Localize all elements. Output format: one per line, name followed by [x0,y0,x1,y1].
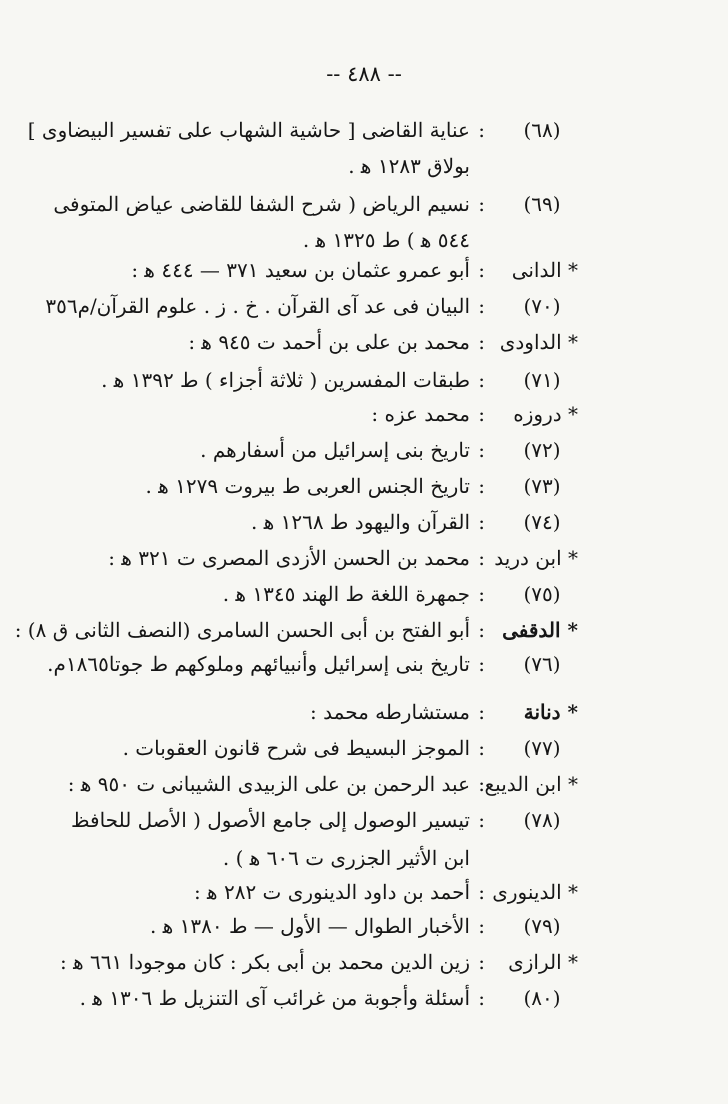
author-details: أبو عمرو عثمان بن سعيد ٣٧١ — ٤٤٤ ﻫ : [131,258,470,282]
entry-number: (٦٨) [523,118,561,142]
entry-number: (٧١) [523,368,561,392]
author-details: مستشارطه محمد : [310,700,470,724]
entry-74: (٧٤) : القرآن واليهود ط ١٢٦٨ ﻫ . [0,504,728,540]
entry-text: القرآن واليهود ط ١٢٦٨ ﻫ . [250,510,470,534]
entry-number: (٧٣) [523,474,561,498]
page-number: -- ٤٨٨ -- [326,62,402,86]
entry-text: تاريخ الجنس العربى ط بيروت ١٢٧٩ ﻫ . [145,474,470,498]
author-details: زين الدين محمد بن أبى بكر : كان موجودا ٦٦١ ﻫ : [60,950,470,974]
entry-68: (٦٨) : عناية القاضى [ حاشية الشهاب على تفسير البيضاوى ] [0,112,728,148]
author-details: محمد عزه : [371,402,470,426]
author-danana: * دنانة : مستشارطه محمد : [0,694,728,730]
entry-continuation: ابن الأثير الجزرى ت ٦٠٦ ﻫ ) . [222,846,470,870]
author-aldinawari: * الدينورى : أحمد بن داود الدينورى ت ٢٨٢ ﻫ : [0,874,728,910]
entry-text: أسئلة وأجوبة من غرائب آى التنزيل ط ١٣٠٦ ﻫ . [79,986,470,1010]
author-ibn-aldaybaa: * ابن الديبع : عبد الرحمن بن على الزبيدى الشيبانى ت ٩٥٠ ﻫ : [0,766,728,802]
entry-continuation: ٥٤٤ ﻫ ) ط ١٣٢٥ ﻫ . [302,228,470,252]
entry-70: (٧٠) : البيان فى عد آى القرآن . خ . ز . علوم القرآن/م٣٥٦ [0,288,728,324]
entry-number: (٧٢) [523,438,561,462]
entry-78-continuation [0,840,728,876]
entry-77: (٧٧) : الموجز البسيط فى شرح قانون العقوبات . [0,730,728,766]
entry-number: (٧٩) [523,914,561,938]
author-name: * الدينورى [492,880,578,904]
entry-number: (٧٤) [523,510,561,534]
author-name: * الرازى [508,950,578,974]
entry-73: (٧٣) : تاريخ الجنس العربى ط بيروت ١٢٧٩ ﻫ . [0,468,728,504]
entry-79: (٧٩) : الأخبار الطوال — الأول — ط ١٣٨٠ ﻫ . [0,908,728,944]
author-alrazi: * الرازى : زين الدين محمد بن أبى بكر : كان موجودا ٦٦١ ﻫ : [0,944,728,980]
entry-text: نسيم الرياض ( شرح الشفا للقاضى عياض المتوفى [53,192,470,216]
entry-number: (٦٩) [523,192,561,216]
author-name: * دنانة [523,700,578,724]
entry-78: (٧٨) : تيسير الوصول إلى جامع الأصول ( الأصل للحافظ [0,802,728,838]
entry-68-continuation [0,148,728,184]
entry-text: البيان فى عد آى القرآن . خ . ز . علوم القرآن/م٣٥٦ [45,294,470,318]
author-details: محمد بن على بن أحمد ت ٩٤٥ ﻫ : [188,330,470,354]
entry-text: تاريخ بنى إسرائيل وأنبيائهم وملوكهم ط جوتا١٨٦٥م. [47,652,470,676]
author-name: * الدقفى [502,618,578,642]
entry-80: (٨٠) : أسئلة وأجوبة من غرائب آى التنزيل ط ١٣٠٦ ﻫ . [0,980,728,1016]
entry-72: (٧٢) : تاريخ بنى إسرائيل من أسفارهم . [0,432,728,468]
author-darwaza: * دروزه : محمد عزه : [0,396,728,432]
author-aldani: * الدانى : أبو عمرو عثمان بن سعيد ٣٧١ — ٤٤٤ ﻫ : [0,252,728,288]
author-aldawudi: * الداودى : محمد بن على بن أحمد ت ٩٤٥ ﻫ : [0,324,728,360]
author-name: * الداودى [499,330,578,354]
entry-71: (٧١) : طبقات المفسرين ( ثلاثة أجزاء ) ط ١٣٩٢ ﻫ . [0,362,728,398]
entry-75: (٧٥) : جمهرة اللغة ط الهند ١٣٤٥ ﻫ . [0,576,728,612]
entry-text: الموجز البسيط فى شرح قانون العقوبات . [122,736,470,760]
entry-text: جمهرة اللغة ط الهند ١٣٤٥ ﻫ . [222,582,470,606]
entry-76: (٧٦) : تاريخ بنى إسرائيل وأنبيائهم وملوكهم ط جوتا١٨٦٥م. [0,646,728,682]
entry-number: (٧٧) [523,736,561,760]
entry-number: (٧٦) [523,652,561,676]
entry-text: تاريخ بنى إسرائيل من أسفارهم . [200,438,470,462]
author-details: عبد الرحمن بن على الزبيدى الشيبانى ت ٩٥٠ ﻫ : [67,772,470,796]
author-name: * ابن الديبع [484,772,578,796]
author-details: أبو الفتح بن أبى الحسن السامرى (النصف الثانى ق ٨) : [14,618,470,642]
entry-number: (٧٨) [523,808,561,832]
author-name: * ابن دريد [494,546,578,570]
entry-text: طبقات المفسرين ( ثلاثة أجزاء ) ط ١٣٩٢ ﻫ . [101,368,470,392]
entry-continuation: بولاق ١٢٨٣ ﻫ . [348,154,470,178]
entry-number: (٨٠) [523,986,561,1010]
entry-text: الأخبار الطوال — الأول — ط ١٣٨٠ ﻫ . [150,914,470,938]
author-name: * الدانى [511,258,578,282]
entry-number: (٧٥) [523,582,561,606]
entry-text: عناية القاضى [ حاشية الشهاب على تفسير البيضاوى ] [27,118,470,142]
entry-number: (٧٠) [523,294,561,318]
author-details: محمد بن الحسن الأزدى المصرى ت ٣٢١ ﻫ : [108,546,470,570]
author-ibn-durayd: * ابن دريد : محمد بن الحسن الأزدى المصرى ت ٣٢١ ﻫ : [0,540,728,576]
author-name: * دروزه [513,402,578,426]
author-details: أحمد بن داود الدينورى ت ٢٨٢ ﻫ : [193,880,470,904]
entry-69: (٦٩) : نسيم الرياض ( شرح الشفا للقاضى عياض المتوفى [0,186,728,222]
author-aldaqfi: * الدقفى : أبو الفتح بن أبى الحسن السامرى (النصف الثانى ق ٨) : [0,612,728,648]
entry-text: تيسير الوصول إلى جامع الأصول ( الأصل للحافظ [71,808,470,832]
